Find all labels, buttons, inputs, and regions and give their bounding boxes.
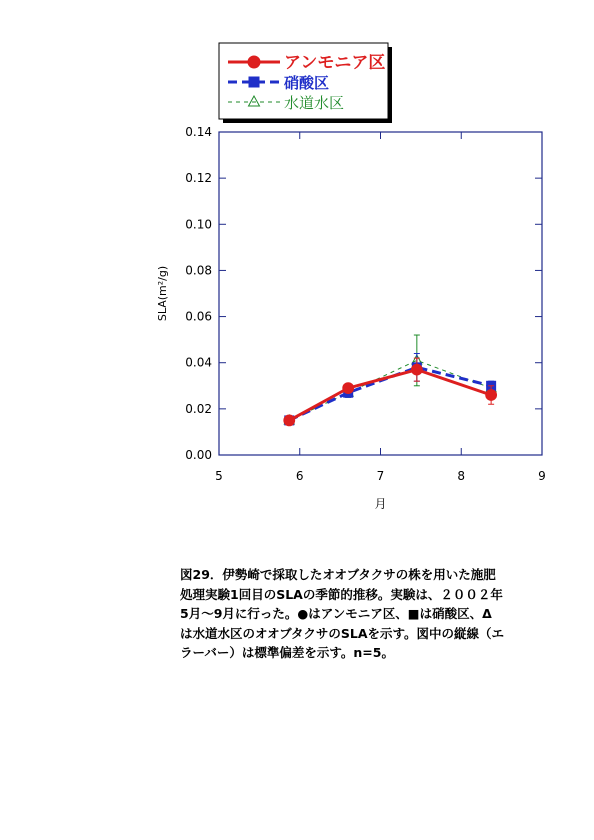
circle-marker <box>343 383 354 394</box>
x-tick-label: 6 <box>295 469 304 483</box>
series-1 <box>285 353 496 424</box>
x-tick-label: 7 <box>376 469 385 483</box>
legend-label: 硝酸区 <box>284 74 330 92</box>
y-tick-label: 0.00 <box>185 448 212 462</box>
caption-line: ラーバー）は標準偏差を示す。n=5。 <box>180 645 394 660</box>
plot-frame <box>219 132 542 455</box>
caption-line: は水道水区のオオブタクサのSLAを示す。図中の縦線（エ <box>180 625 505 641</box>
circle-marker <box>486 390 497 401</box>
x-tick-label: 9 <box>538 469 546 483</box>
series-line <box>289 360 491 420</box>
y-tick-label: 0.10 <box>185 217 212 232</box>
square-marker <box>249 77 259 87</box>
series-layer <box>284 335 497 426</box>
circle-marker <box>284 415 295 426</box>
caption-line: 図29．伊勢崎で採取したオオブタクサの株を用いた施肥 <box>180 567 496 582</box>
circle-marker <box>248 56 260 68</box>
legend-label: アンモニア区 <box>284 53 386 73</box>
y-axis-label: SLA(m²/g) <box>156 265 169 322</box>
circle-marker <box>411 364 422 375</box>
legend <box>219 43 392 123</box>
x-axis <box>215 132 546 483</box>
y-tick-label: 0.12 <box>185 171 212 186</box>
y-tick-label: 0.06 <box>185 309 212 324</box>
caption-line: 処理実験1回目のSLAの季節的推移。実験は、２００２年 <box>180 586 503 602</box>
y-tick-label: 0.14 <box>185 125 212 139</box>
legend-label: 水道水区 <box>284 94 345 112</box>
x-axis-label: 月 <box>374 497 387 511</box>
y-axis <box>185 125 542 462</box>
caption-line: 5月～9月に行った。●はアンモニア区、■は硝酸区、Δ <box>180 606 492 621</box>
y-tick-label: 0.02 <box>185 401 212 416</box>
series-0 <box>284 358 497 426</box>
figure-caption <box>180 565 580 663</box>
y-tick-label: 0.08 <box>185 263 212 278</box>
x-tick-label: 8 <box>457 469 466 483</box>
y-tick-label: 0.04 <box>185 355 212 370</box>
x-tick-label: 5 <box>215 469 223 483</box>
